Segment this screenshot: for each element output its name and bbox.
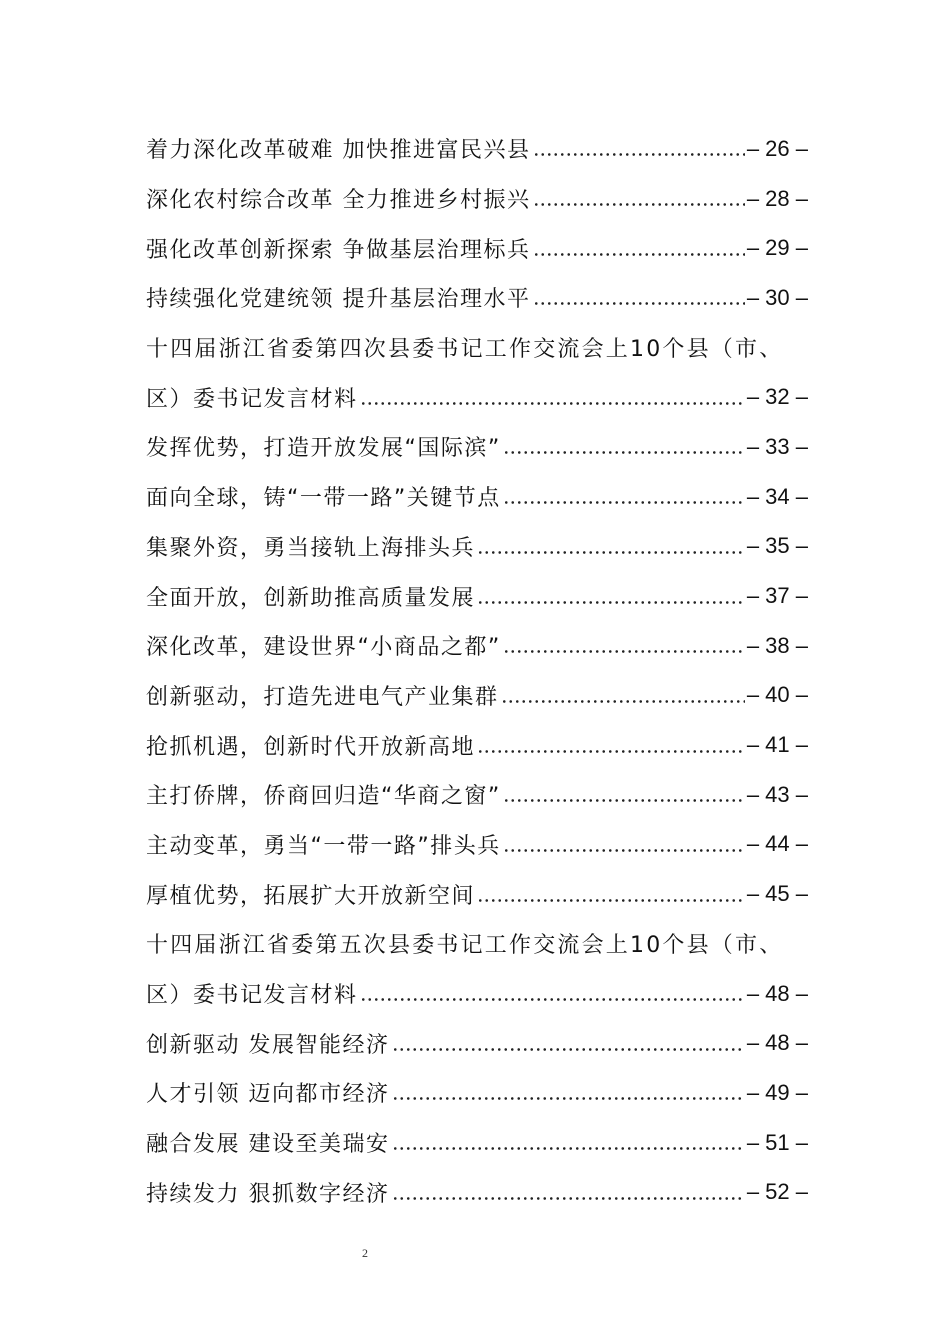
toc-entry-heading[interactable] [146, 323, 808, 373]
toc-entry[interactable] [146, 621, 808, 671]
toc-entry[interactable] [146, 571, 808, 621]
toc-entry-title: 抢抓机遇，创新时代开放新高地 [146, 734, 476, 760]
toc-dot-leader [360, 998, 745, 1001]
toc-dot-leader [477, 899, 745, 902]
toc-entry[interactable] [146, 1118, 808, 1168]
toc-dot-leader [533, 253, 745, 256]
toc-entry-page: – 45 – [746, 881, 808, 907]
toc-entry[interactable] [146, 1167, 808, 1217]
toc-entry-title: 深化改革，建设世界“小商品之都” [146, 635, 501, 661]
toc-entry[interactable] [146, 472, 808, 522]
toc-entry-page: – 52 – [746, 1179, 808, 1205]
toc-dot-leader [477, 601, 745, 604]
toc-entry[interactable] [146, 1018, 808, 1068]
toc-entry[interactable] [146, 273, 808, 323]
toc-entry-page: – 48 – [746, 980, 808, 1006]
toc-entry[interactable] [146, 223, 808, 273]
toc-dot-leader [503, 451, 745, 454]
toc-entry-page: – 29 – [746, 235, 808, 261]
toc-entry-page: – 51 – [746, 1129, 808, 1155]
toc-entry-page: – 48 – [746, 1030, 808, 1056]
toc-entry-heading[interactable] [146, 919, 808, 969]
toc-entry-title: 人才引领 迈向都市经济 [146, 1082, 390, 1108]
toc-dot-leader [533, 153, 745, 156]
toc-entry[interactable] [146, 174, 808, 224]
toc-entry-title: 强化改革创新探索 争做基层治理标兵 [146, 237, 531, 263]
toc-entry-title: 融合发展 建设至美瑞安 [146, 1132, 390, 1158]
toc-entry-title: 创新驱动，打造先进电气产业集群 [146, 684, 499, 710]
toc-entry-page: – 44 – [746, 831, 808, 857]
toc-entry-title: 厚植优势，拓展扩大开放新空间 [146, 883, 476, 909]
toc-dot-leader [503, 501, 745, 504]
toc-entry-page: – 30 – [746, 284, 808, 310]
toc-dot-leader [533, 302, 745, 305]
page-number: 2 [362, 1246, 368, 1260]
toc-entry-title: 区）委书记发言材料 [146, 386, 358, 412]
toc-dot-leader [477, 551, 745, 554]
toc-entry[interactable] [146, 1068, 808, 1118]
toc-entry-page: – 41 – [746, 732, 808, 758]
toc-entry-title: 全面开放，创新助推高质量发展 [146, 585, 476, 611]
toc-entry-title: 持续强化党建统领 提升基层治理水平 [146, 287, 531, 313]
toc-entry[interactable] [146, 869, 808, 919]
toc-entry-title: 集聚外资，勇当接轨上海排头兵 [146, 535, 476, 561]
toc-entry-page: – 35 – [746, 533, 808, 559]
toc-entry-title: 创新驱动 发展智能经济 [146, 1032, 390, 1058]
toc-entry-title: 区）委书记发言材料 [146, 983, 358, 1009]
toc-entry-title: 主动变革，勇当“一带一路”排头兵 [146, 833, 501, 859]
toc-entry-page: – 33 – [746, 433, 808, 459]
toc-dot-leader [392, 1048, 745, 1051]
toc-entry-page: – 49 – [746, 1079, 808, 1105]
toc-entry[interactable] [146, 124, 808, 174]
toc-dot-leader [533, 203, 745, 206]
toc-entry-page: – 34 – [746, 483, 808, 509]
toc-entry-page: – 32 – [746, 384, 808, 410]
toc-dot-leader [503, 650, 745, 653]
table-of-contents [146, 124, 808, 1217]
toc-entry-page: – 26 – [746, 135, 808, 161]
toc-entry[interactable] [146, 422, 808, 472]
toc-entry-title: 面向全球，铸“一带一路”关键节点 [146, 486, 501, 512]
toc-entry[interactable] [146, 372, 808, 422]
toc-entry[interactable] [146, 770, 808, 820]
toc-entry-page: – 38 – [746, 632, 808, 658]
toc-dot-leader [392, 1097, 745, 1100]
toc-entry[interactable] [146, 720, 808, 770]
toc-entry[interactable] [146, 969, 808, 1019]
toc-entry-title: 持续发力 狠抓数字经济 [146, 1181, 390, 1207]
toc-entry-title: 深化农村综合改革 全力推进乡村振兴 [146, 188, 531, 214]
toc-entry-page: – 43 – [746, 781, 808, 807]
toc-entry-page: – 40 – [746, 682, 808, 708]
toc-entry-title: 发挥优势，打造开放发展“国际滨” [146, 436, 501, 462]
toc-dot-leader [503, 849, 745, 852]
toc-dot-leader [501, 700, 745, 703]
toc-entry[interactable] [146, 820, 808, 870]
toc-entry-page: – 37 – [746, 583, 808, 609]
toc-entry-title: 十四届浙江省委第五次县委书记工作交流会上10个县（市、 [146, 933, 784, 959]
toc-entry-title: 十四届浙江省委第四次县委书记工作交流会上10个县（市、 [146, 337, 784, 363]
toc-dot-leader [392, 1147, 745, 1150]
toc-entry-title: 主打侨牌，侨商回归造“华商之窗” [146, 784, 501, 810]
toc-entry[interactable] [146, 671, 808, 721]
toc-entry[interactable] [146, 522, 808, 572]
toc-entry-page: – 28 – [746, 185, 808, 211]
toc-dot-leader [392, 1197, 745, 1200]
toc-dot-leader [503, 799, 745, 802]
toc-dot-leader [360, 402, 745, 405]
toc-entry-title: 着力深化改革破难 加快推进富民兴县 [146, 138, 531, 164]
toc-dot-leader [477, 750, 745, 753]
